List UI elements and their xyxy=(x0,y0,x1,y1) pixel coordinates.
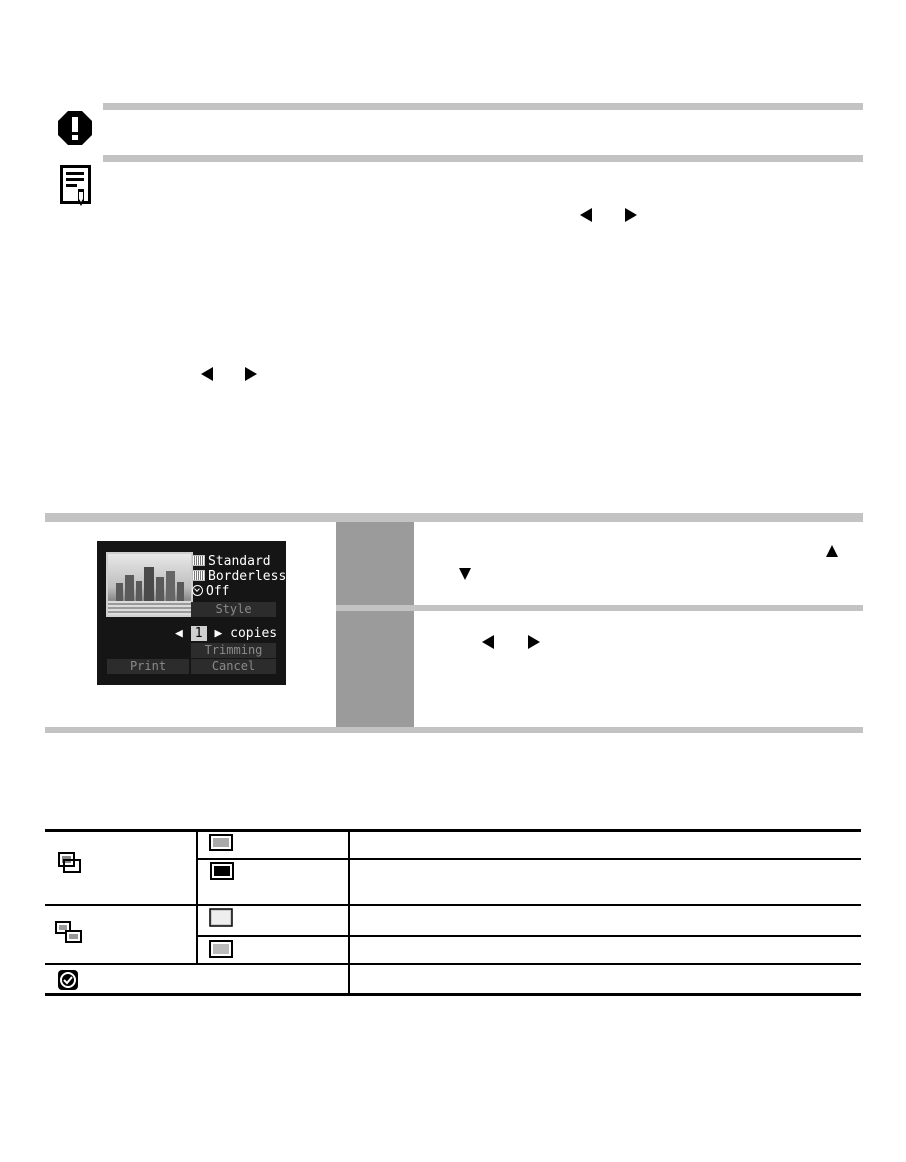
right-arrow-icon: ▶ xyxy=(214,626,223,641)
print-style-table xyxy=(45,829,861,996)
step-divider xyxy=(336,605,863,611)
steps-top-rule xyxy=(45,513,863,522)
lcd-option-off: Off xyxy=(192,584,229,599)
paper-icon xyxy=(209,834,233,851)
paper-icon xyxy=(209,940,233,958)
paper-icon xyxy=(210,862,234,880)
date-icon xyxy=(192,585,203,596)
left-arrow-icon xyxy=(201,367,213,381)
right-arrow-icon xyxy=(245,367,257,381)
lcd-option-standard: Standard xyxy=(192,554,271,569)
date-icon xyxy=(57,969,79,991)
paper-icon xyxy=(192,555,205,566)
left-arrow-icon xyxy=(482,635,494,649)
up-arrow-icon xyxy=(826,545,838,557)
note-icon xyxy=(60,165,93,207)
lcd-copies-row xyxy=(175,626,285,641)
right-arrow-icon xyxy=(528,635,540,649)
lcd-option-borderless: Borderless xyxy=(192,569,286,584)
copies-value: 1 xyxy=(191,626,207,641)
note-rule xyxy=(103,155,863,162)
lcd-print-button: Print xyxy=(107,659,189,674)
caution-rule xyxy=(103,103,863,110)
step-1-cell xyxy=(336,522,414,605)
right-arrow-icon xyxy=(625,208,637,222)
photo-thumbnail xyxy=(106,552,193,617)
caution-icon xyxy=(57,110,93,146)
left-arrow-icon: ◀ xyxy=(175,626,183,641)
paper-icon xyxy=(192,570,205,581)
lcd-style-bar: Style xyxy=(191,602,276,617)
left-arrow-icon xyxy=(580,208,592,222)
lcd-trimming-bar: Trimming xyxy=(191,643,276,658)
down-arrow-icon xyxy=(459,568,471,580)
paper-icon xyxy=(55,921,83,943)
step-2-cell xyxy=(336,611,414,727)
lcd-cancel-button: Cancel xyxy=(191,659,276,674)
paper-icon xyxy=(209,908,233,927)
image-icon xyxy=(58,852,82,874)
camera-lcd-screen xyxy=(97,541,286,685)
steps-bottom-rule xyxy=(45,727,863,733)
copies-label: copies xyxy=(230,626,278,641)
